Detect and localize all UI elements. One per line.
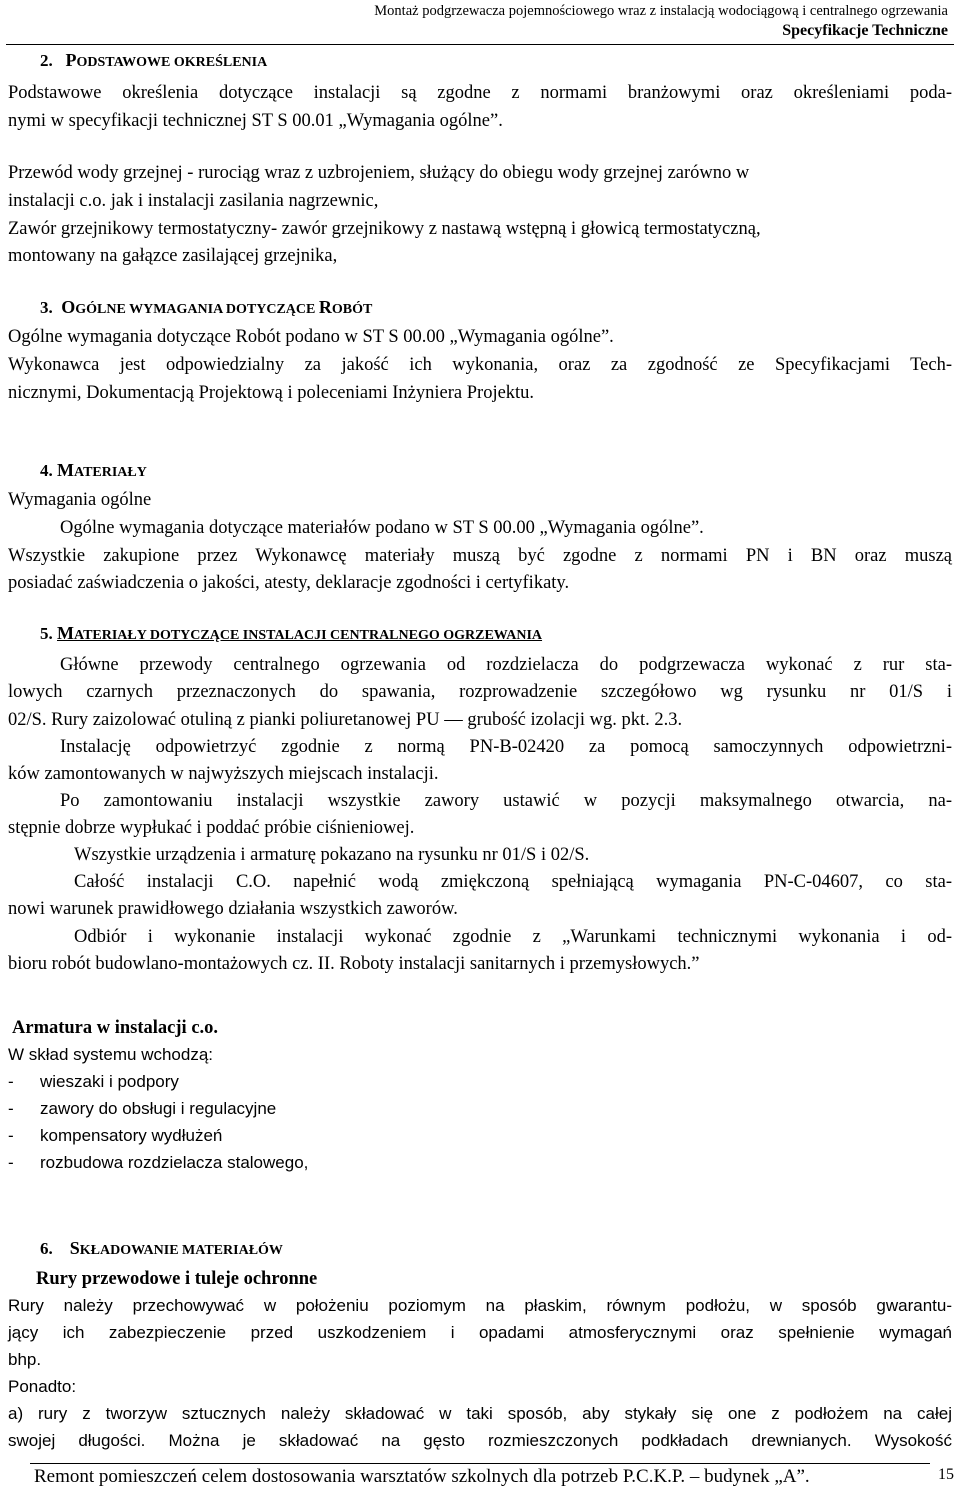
- heading-cap: M: [57, 460, 74, 480]
- paragraph-line: posiadać zaświadczenia o jakości, atesty, deklaracje zgodności i certyfikaty.: [8, 573, 570, 593]
- paragraph-line: Ogólne wymagania dotyczące Robót podano w ST S 00.00 „Wymagania ogólne”.: [8, 327, 614, 347]
- heading-rest: ODSTAWOWE OKREŚLENIA: [76, 55, 268, 70]
- paragraph-line: stępnie dobrze wypłukać i poddać próbie ciśnieniowej.: [8, 818, 415, 838]
- list-bullet: -: [8, 1099, 14, 1118]
- section-number: 2.: [40, 51, 53, 70]
- paragraph-line: a) rury z tworzyw sztucznych należy składować w taki sposób, aby stykały się one z podłożem na całej: [8, 1404, 952, 1423]
- heading-cap: R: [318, 297, 332, 317]
- footer-rule: [30, 1463, 930, 1464]
- section-2-heading: [40, 50, 267, 71]
- heading-cap: S: [69, 1238, 80, 1258]
- paragraph-line: Całość instalacji C.O. napełnić wodą zmiękczoną spełniającą wymagania PN-C-04607, co sta-: [74, 872, 952, 892]
- paragraph-line: bhp.: [8, 1350, 42, 1369]
- paragraph-line: swojej długości. Można je składować na gęsto rozmieszczonych podkładach drewnianych. Wysokość: [8, 1431, 952, 1450]
- subheading: Wymagania ogólne: [8, 490, 152, 510]
- section-number: 5.: [40, 624, 53, 643]
- heading-cap: O: [61, 297, 76, 317]
- list-bullet: -: [8, 1126, 14, 1145]
- paragraph-line: Wszystkie urządzenia i armaturę pokazano na rysunku nr 01/S i 02/S.: [74, 845, 590, 865]
- list-item-text: wieszaki i podpory: [40, 1072, 179, 1091]
- paragraph-line: Rury należy przechowywać w położeniu poziomym na płaskim, równym podłożu, w sposób gwarantu-: [8, 1296, 952, 1315]
- paragraph-line: lowych czarnych przeznaczonych do spawania, rozprowadzenie szczegółowo wg rysunku nr 01/S i: [8, 682, 952, 702]
- heading-rest: ATERIAŁY DOTYCZĄCE INSTALACJI CENTRALNEGO OGRZEWANIA: [74, 628, 543, 643]
- page-number: 15: [938, 1466, 954, 1483]
- list-item: [8, 1099, 276, 1119]
- heading-rest: GÓLNE WYMAGANIA DOTYCZĄCE: [75, 302, 319, 317]
- paragraph-line: nicznymi, Dokumentacją Projektową i poleceniami Inżyniera Projektu.: [8, 383, 535, 403]
- paragraph-line: jący ich zabezpieczenie przed uszkodzeniem i opadami atmosferycznymi oraz spełnienie wymagań: [8, 1323, 952, 1342]
- list-item: [8, 1153, 308, 1173]
- section-4-heading: [40, 460, 147, 481]
- list-item-text: zawory do obsługi i regulacyjne: [40, 1099, 277, 1118]
- paragraph-line: Instalację odpowietrzyć zgodnie z normą PN-B-02420 za pomocą samoczynnych odpowietrzni-: [60, 737, 952, 757]
- header-subtitle: Specyfikacje Techniczne: [782, 22, 948, 39]
- heading-cap: M: [57, 623, 74, 643]
- list-item-text: rozbudowa rozdzielacza stalowego,: [40, 1153, 309, 1172]
- list-item-text: kompensatory wydłużeń: [40, 1126, 223, 1145]
- footer-text: Remont pomieszczeń celem dostosowania warsztatów szkolnych dla potrzeb P.C.K.P. – budynek „A”.: [34, 1466, 810, 1487]
- paragraph-line: Po zamontowaniu instalacji wszystkie zawory ustawić w pozycji maksymalnego otwarcia, na-: [60, 791, 952, 811]
- section-5-heading: [40, 623, 542, 644]
- paragraph-line: Wykonawca jest odpowiedzialny za jakość ich wykonania, oraz za zgodność ze Specyfikacjami Tech-: [8, 355, 952, 375]
- paragraph-line: Ponadto:: [8, 1377, 77, 1396]
- heading-rest: KŁADOWANIE MATERIAŁÓW: [79, 1243, 283, 1258]
- paragraph-line: montowany na gałązce zasilającej grzejnika,: [8, 246, 338, 266]
- paragraph-line: Przewód wody grzejnej - rurociąg wraz z uzbrojeniem, służący do obiegu wody grzejnej zarówno w: [8, 163, 750, 183]
- paragraph-line: Ogólne wymagania dotyczące materiałów podano w ST S 00.00 „Wymagania ogólne”.: [60, 518, 704, 538]
- armatura-title: Armatura w instalacji c.o.: [12, 1018, 219, 1038]
- section-6-heading: [40, 1238, 283, 1259]
- paragraph-line: ków zamontowanych w najwyższych miejscach instalacji.: [8, 764, 439, 784]
- header-title: Montaż podgrzewacza pojemnościowego wraz z instalacją wodociągową i centralnego ogrzewania: [374, 3, 948, 19]
- section-number: 3.: [40, 298, 53, 317]
- paragraph-line: Podstawowe określenia dotyczące instalacji są zgodne z normami branżowymi oraz określeniami poda-: [8, 83, 952, 103]
- list-bullet: -: [8, 1153, 14, 1172]
- list-item: [8, 1072, 179, 1092]
- armatura-intro: W skład systemu wchodzą:: [8, 1045, 214, 1064]
- list-bullet: -: [8, 1072, 14, 1091]
- heading-cap: P: [65, 50, 77, 70]
- heading-rest: OBÓT: [331, 302, 373, 317]
- paragraph-line: nowi warunek prawidłowego działania wszystkich zaworów.: [8, 899, 458, 919]
- section-number: 6.: [40, 1239, 53, 1258]
- section-number: 4.: [40, 461, 53, 480]
- paragraph-line: nymi w specyfikacji technicznej ST S 00.01 „Wymagania ogólne”.: [8, 111, 503, 131]
- subheading: Rury przewodowe i tuleje ochronne: [36, 1269, 318, 1289]
- section-3-heading: [40, 297, 372, 318]
- header-rule: [6, 44, 954, 45]
- paragraph-line: Odbiór i wykonanie instalacji wykonać zgodnie z „Warunkami technicznymi wykonania i od-: [74, 927, 952, 947]
- running-header: [374, 2, 948, 40]
- paragraph-line: instalacji c.o. jak i instalacji zasilania nagrzewnic,: [8, 191, 379, 211]
- paragraph-line: bioru robót budowlano-montażowych cz. II. Roboty instalacji sanitarnych i przemysłowych.”: [8, 954, 700, 974]
- list-item: [8, 1126, 222, 1146]
- heading-rest: ATERIAŁY: [74, 465, 147, 480]
- paragraph-line: Zawór grzejnikowy termostatyczny- zawór grzejnikowy z nastawą wstępną i głowicą termostatyczną,: [8, 219, 761, 239]
- paragraph-line: Główne przewody centralnego ogrzewania od rozdzielacza do podgrzewacza wykonać z rur sta-: [60, 655, 952, 675]
- paragraph-line: Wszystkie zakupione przez Wykonawcę materiały muszą być zgodne z normami PN i BN oraz muszą: [8, 546, 952, 566]
- paragraph-line: 02/S. Rury zaizolować otuliną z pianki poliuretanowej PU — grubość izolacji wg. pkt. 2.3.: [8, 710, 683, 730]
